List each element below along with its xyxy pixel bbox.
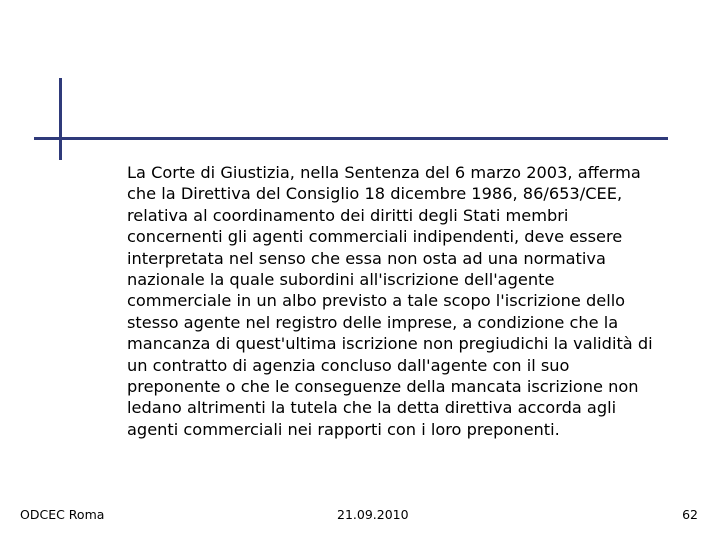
footer-organization: ODCEC Roma bbox=[20, 507, 105, 522]
slide-body-text: La Corte di Giustizia, nella Sentenza del 6 marzo 2003, afferma che la Direttiva del Consiglio 18 dicembre 1986, 86/653/CEE, relativa al coordinamento dei diritti degli Stati membri concernenti gli agenti commerciali indipendenti, deve essere interpretata nel senso che essa non osta ad una normativa nazionale la quale subordini all'iscrizione dell'agente commerciale in un albo previsto a tale scopo l'iscrizione dello stesso agente nel registro delle imprese, a condizione che la mancanza di quest'ultima iscrizione non pregiudichi la validità di un contratto di agenzia concluso dall'agente con il suo preponente o che le conseguenze della mancata iscrizione non ledano altrimenti la tutela che la detta direttiva accorda agli agenti commerciali nei rapporti con i loro preponenti. bbox=[127, 163, 653, 439]
footer-page-number: 62 bbox=[682, 507, 698, 522]
decorative-horizontal-line bbox=[34, 137, 668, 140]
decorative-vertical-line bbox=[59, 78, 62, 160]
footer-date: 21.09.2010 bbox=[337, 507, 409, 522]
